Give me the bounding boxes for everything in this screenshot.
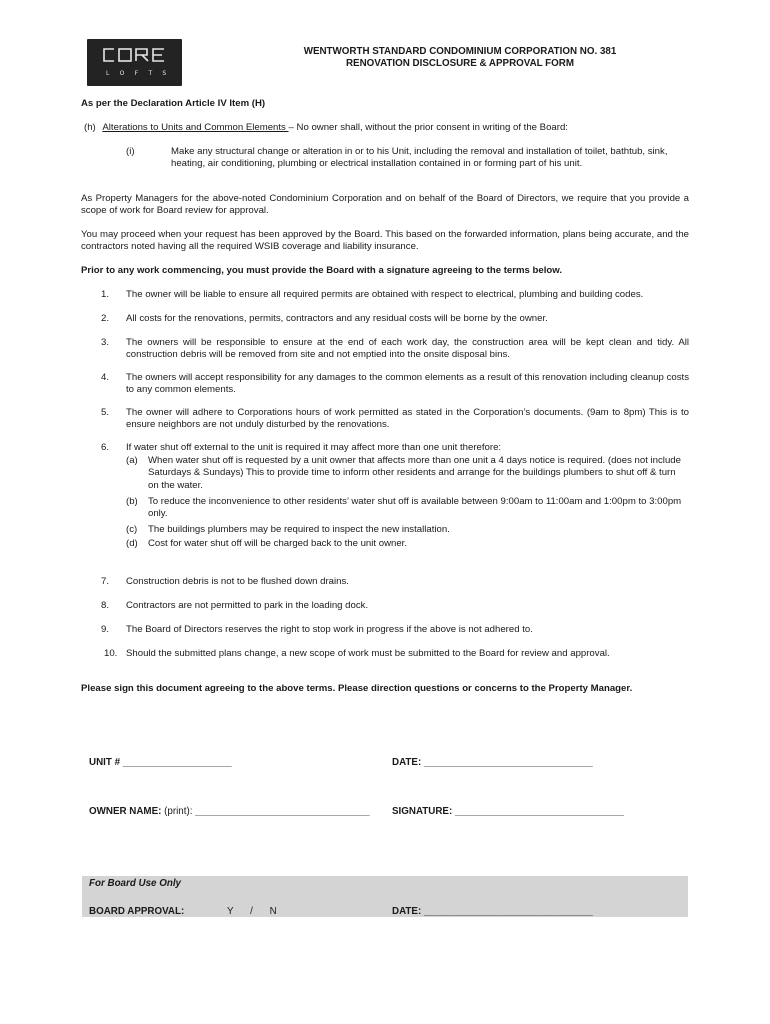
subitem-text: To reduce the inconvenience to other residents’ water shut off is available between 9:00am to 11:00am and 1:00pm to 3:00pm only. [148, 496, 682, 520]
board-approval-options[interactable] [227, 906, 277, 919]
term-number: 7. [101, 576, 110, 587]
term-number: 6. [101, 442, 110, 453]
board-approval-label: BOARD APPROVAL: [89, 906, 185, 917]
term-text: The owners will be responsible to ensure at the end of each work day, the construction area will be kept clean and tidy. All construction debris will be removed from site and not emptied into the onsite disposal bins. [126, 337, 689, 361]
declaration-heading: As per the Declaration Article IV Item (H) [81, 98, 266, 109]
property-manager-paragraph: As Property Managers for the above-noted Condominium Corporation and on behalf of the Board of Directors, we require that you provide a scope of work for Board review for approval. [81, 193, 689, 217]
declaration-h-clause [84, 122, 692, 134]
term-number: 8. [101, 600, 110, 611]
term-text: Construction debris is not to be flushed down drains. [126, 576, 349, 587]
clause-i-text: Make any structural change or alteration in or to his Unit, including the removal and installation of toilet, bathtub, sink, heating, air conditioning, plumbing or electrical installation contained in or forming part of his unit. [171, 146, 668, 170]
board-date-label: DATE: [392, 906, 422, 917]
term-text: All costs for the renovations, permits, contractors and any residual costs will be borne by the owner. [126, 313, 548, 324]
approval-separator: / [250, 906, 253, 917]
term-text: The owners will accept responsibility for any damages to the common elements as a result of this renovation including cleanup costs to any common elements. [126, 372, 689, 396]
clause-h-label: (h) [84, 122, 96, 133]
subitem-label: (b) [126, 496, 138, 507]
date-blank[interactable]: _______________________________ [423, 757, 593, 768]
signature-blank[interactable]: _______________________________ [454, 806, 624, 817]
corporation-title: WENTWORTH STANDARD CONDOMINIUM CORPORATION NO. 381 [303, 46, 617, 57]
approval-paragraph: You may proceed when your request has been approved by the Board. This based on the forwarded information, plans being accurate, and the contractors noted having all the required WSIB coverage and liability insurance. [81, 229, 689, 253]
owner-name-blank[interactable]: ________________________________ [195, 806, 370, 817]
term-text: Contractors are not permitted to park in the loading dock. [126, 600, 369, 611]
unit-label: UNIT # [89, 757, 121, 768]
approval-yes-option[interactable]: Y [227, 906, 234, 917]
subitem-text: When water shut off is requested by a unit owner that affects more than one unit a 4 days notice is required. (does not include Saturdays & Sundays) This to provide time to inform other residents and arrange for the buildings plumbers to shut off & turn on the water. [148, 455, 681, 491]
owner-name-field[interactable] [89, 806, 370, 819]
board-approval-field[interactable] [89, 906, 184, 919]
term-number: 2. [101, 313, 110, 324]
subitem-label: (d) [126, 538, 138, 549]
clause-h-text: – No owner shall, without the prior consent in writing of the Board: [288, 122, 568, 133]
signature-field[interactable] [392, 806, 624, 819]
subitem-label: (c) [126, 524, 138, 535]
board-use-title: For Board Use Only [89, 878, 181, 889]
owner-name-label: OWNER NAME: [89, 806, 162, 817]
term-text: The owner will be liable to ensure all required permits are obtained with respect to electrical, plumbing and building codes. [126, 289, 644, 300]
subitem-text: The buildings plumbers may be required to inspect the new installation. [148, 524, 450, 535]
approval-no-option[interactable]: N [269, 906, 277, 917]
subitem-text: Cost for water shut off will be charged back to the unit owner. [148, 538, 407, 549]
term-number: 3. [101, 337, 110, 348]
date-field[interactable] [392, 757, 593, 770]
clause-i-label: (i) [126, 146, 135, 157]
board-date-blank[interactable]: _______________________________ [423, 906, 593, 917]
form-title: RENOVATION DISCLOSURE & APPROVAL FORM [345, 57, 575, 69]
term-number: 9. [101, 624, 110, 635]
term-text: Should the submitted plans change, a new scope of work must be submitted to the Board for review and approval. [126, 648, 610, 659]
date-label: DATE: [392, 757, 422, 768]
core-lofts-logo-mark [87, 39, 182, 86]
unit-field[interactable] [89, 757, 232, 770]
term-number: 4. [101, 372, 110, 383]
term-text: If water shut off external to the unit is required it may affect more than one unit therefore: [126, 442, 502, 453]
clause-h-underlined: Alterations to Units and Common Elements [102, 122, 289, 133]
subitem-label: (a) [126, 455, 138, 466]
owner-print-label: (print): [164, 806, 193, 817]
board-date-field[interactable] [392, 906, 593, 919]
svg-text:L O F T S: L O F T S [106, 70, 171, 77]
unit-blank[interactable]: ____________________ [122, 757, 232, 768]
closing-instruction: Please sign this document agreeing to the above terms. Please direction questions or concerns to the Property Manager. [81, 683, 633, 694]
term-text: The owner will adhere to Corporations hours of work permitted as stated in the Corporation’s documents. (9am to 8pm) This is to ensure neighbors are not unduly disturbed by the renovations. [126, 407, 689, 431]
term-number: 5. [101, 407, 110, 418]
core-lofts-logo [87, 39, 182, 86]
term-number: 1. [101, 289, 110, 300]
term-number: 10. [104, 648, 118, 659]
term-text: The Board of Directors reserves the right to stop work in progress if the above is not adhered to. [126, 624, 533, 635]
form-header [200, 46, 720, 70]
signature-label: SIGNATURE: [392, 806, 453, 817]
prior-notice: Prior to any work commencing, you must provide the Board with a signature agreeing to the terms below. [81, 265, 563, 276]
